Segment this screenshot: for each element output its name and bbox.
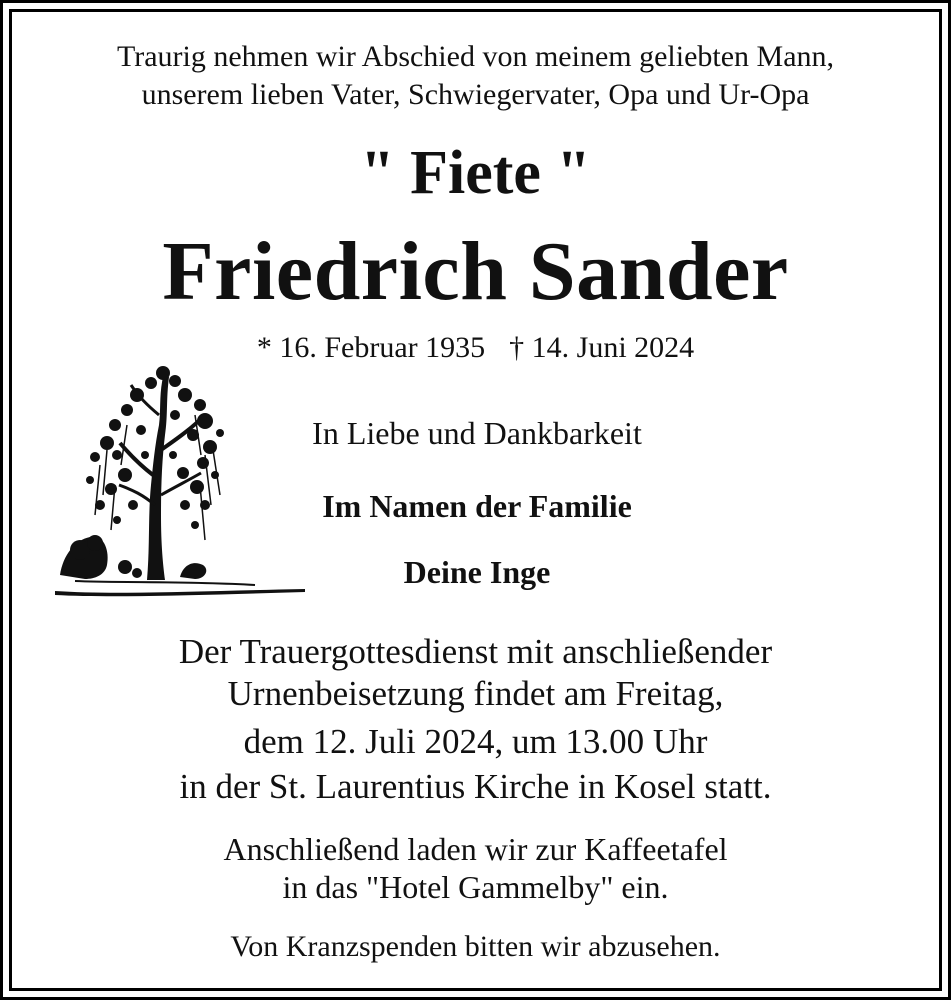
death-date: † 14. Juni 2024: [509, 331, 695, 364]
im-namen-line: Im Namen der Familie: [322, 488, 632, 524]
birth-date: * 16. Februar 1935: [256, 331, 486, 364]
intro-line-2: unserem lieben Vater, Schwiegervater, Opa und Ur-Opa: [141, 78, 810, 111]
intro-line-1: Traurig nehmen wir Abschied von meinem geliebten Mann,: [116, 40, 835, 73]
kaffee-line-1: Anschließend laden wir zur Kaffeetafel: [223, 831, 728, 867]
service-line-2: Urnenbeisetzung findet am Freitag,: [227, 674, 724, 713]
nickname: " Fiete ": [360, 139, 591, 207]
service-line-1: Der Trauergottesdienst mit anschließender: [178, 632, 773, 671]
in-liebe-line: In Liebe und Dankbarkeit: [312, 415, 642, 451]
kranz-note: Von Kranzspenden bitten wir abzusehen.: [230, 930, 721, 963]
kaffee-line-2: in das "Hotel Gammelby" ein.: [282, 869, 669, 905]
signer-name: Deine Inge: [403, 554, 551, 590]
service-line-3: dem 12. Juli 2024, um 13.00 Uhr: [243, 722, 708, 761]
deceased-name: Friedrich Sander: [162, 225, 789, 318]
service-line-4: in der St. Laurentius Kirche in Kosel statt.: [179, 767, 772, 806]
